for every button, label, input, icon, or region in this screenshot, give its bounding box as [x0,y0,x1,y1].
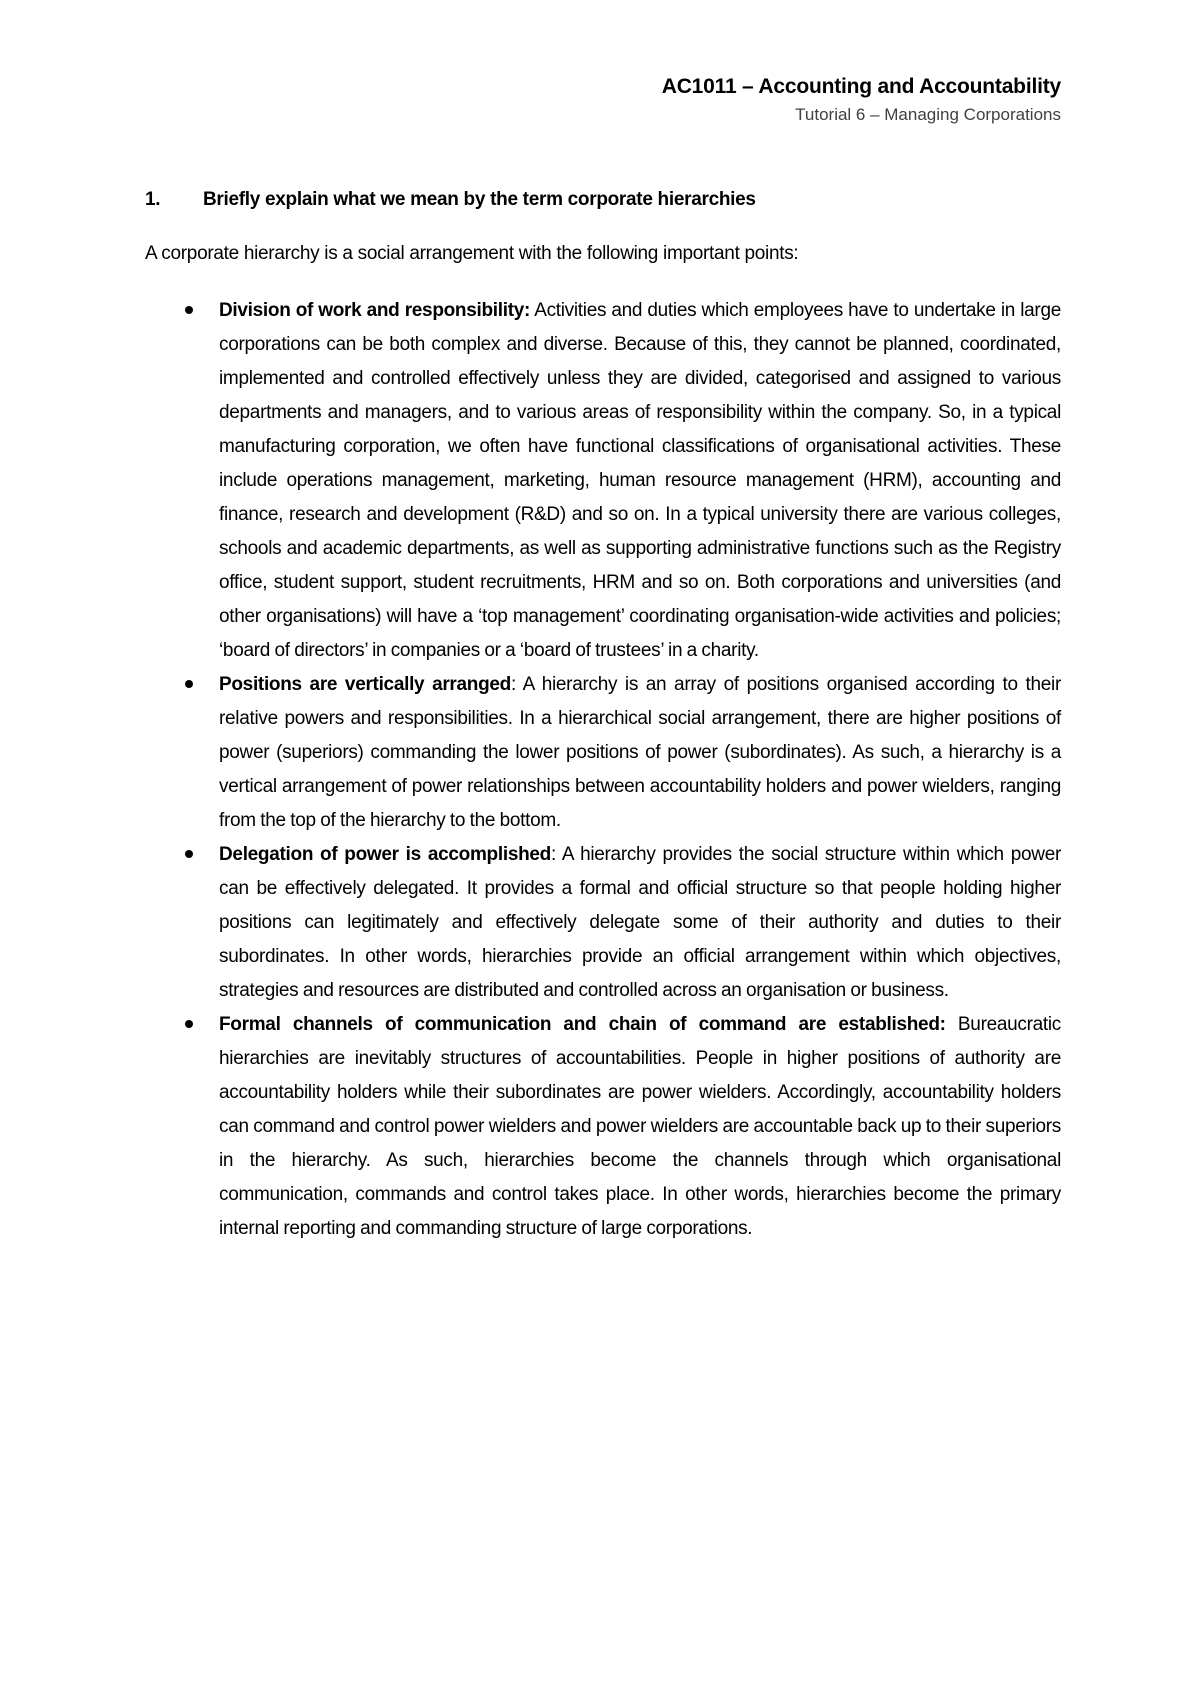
bullet-lead: Delegation of power is accomplished [219,844,551,865]
document-header [662,72,1061,128]
intro-paragraph: A corporate hierarchy is a social arrangement with the following important points: [145,243,799,264]
question-number: 1. [145,189,161,210]
bullet-body: Activities and duties which employees have to undertake in large corporations can be both complex and diverse. Because of this, they cannot be planned, coordinated, implemented and controlled effectively unless they are divided, categorised and assigned to various departments and managers, and to various areas of responsibility within the company. So, in a typical manufacturing corporation, we often have functional classifications of organisational activities. These include operations management, marketing, human resource management (HRM), accounting and finance, research and development (R&D) and so on. In a typical university there are various colleges, schools and academic departments, as well as supporting administrative functions such as the Registry office, student support, student recruitments, HRM and so on. Both corporations and universities (and other organisations) will have a ‘top management’ coordinating organisation-wide activities and policies; ‘board of directors’ in companies or a ‘board of trustees’ in a charity. [219,300,1061,661]
bullet-list [145,294,1061,1246]
bullet-icon [185,680,193,688]
bullet-body: Bureaucratic hierarchies are inevitably structures of accountabilities. People in higher positions of authority are accountability holders while their subordinates are power wielders. Accordingly, accountability holders can command and control power wielders and power wielders are accountable back up to their superiors in the hierarchy. As such, hierarchies become the channels through which organisational communication, commands and control takes place. In other words, hierarchies become the primary internal reporting and commanding structure of large corporations. [219,1014,1061,1239]
list-item [145,1008,1061,1246]
list-item [145,294,1061,668]
course-title: AC1011 – Accounting and Accountability [661,75,1061,98]
bullet-icon [185,1020,193,1028]
bullet-lead: Division of work and responsibility: [219,300,531,321]
bullet-body: : A hierarchy is an array of positions organised according to their relative powers and responsibilities. In a hierarchical social arrangement, there are higher positions of power (superiors) commanding the lower positions of power (subordinates). As such, a hierarchy is a vertical arrangement of power relationships between accountability holders and power wielders, ranging from the top of the hierarchy to the bottom. [219,674,1061,831]
bullet-icon [185,306,193,314]
list-item [145,838,1061,1008]
list-item [145,668,1061,838]
question-heading [145,186,756,214]
tutorial-title: Tutorial 6 – Managing Corporations [795,105,1061,124]
question-text: Briefly explain what we mean by the term corporate hierarchies [203,189,756,210]
bullet-body: : A hierarchy provides the social structure within which power can be effectively delegated. It provides a formal and official structure so that people holding higher positions can legitimately and effectively delegate some of their authority and duties to their subordinates. In other words, hierarchies provide an official arrangement within which objectives, strategies and resources are distributed and controlled across an organisation or business. [219,844,1061,1001]
bullet-lead: Positions are vertically arranged [219,674,511,695]
bullet-icon [185,850,193,858]
bullet-lead: Formal channels of communication and chain of command are established: [219,1014,946,1035]
